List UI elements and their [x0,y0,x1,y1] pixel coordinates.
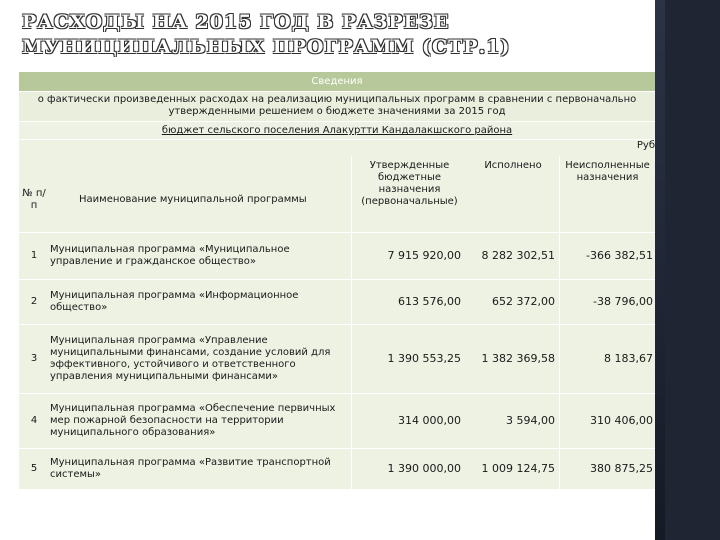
table-row [19,325,655,394]
row-done-value: 1 382 369,58 [481,352,555,365]
row-plan-value: 7 915 920,00 [351,233,467,279]
table-organization: бюджет сельского поселения Алакуртти Кандалакшского района [19,122,655,140]
row-num: 4 [30,415,38,426]
table-heading: Сведения [19,72,655,92]
col-header-num: № п/п [22,188,46,211]
row-num: 1 [30,250,38,261]
row-program-name: Муниципальная программа «Управление муниципальными финансами, создание условий для эффективного, устойчивого и ответственного управления муниципальными финансами» [50,335,331,382]
expenses-table [19,72,655,490]
slide-title: РАСХОДЫ НА 2015 ГОД В РАЗРЕЗЕ МУНИЦИПАЛЬНЫХ ПРОГРАММ (СТР.1) [22,11,511,58]
col-header-name: Наименование муниципальной программы [79,194,307,205]
row-done-value: 652 372,00 [492,295,555,308]
col-header-rest: Неисполненные назначения [559,156,655,232]
table-grid [19,140,655,490]
row-plan-value: 613 576,00 [351,280,467,324]
table-row [19,280,655,325]
row-rest-value: -38 796,00 [559,280,655,324]
row-program-name: Муниципальная программа «Информационное общество» [50,290,299,313]
row-program-name: Муниципальная программа «Развитие транспортной системы» [50,457,331,480]
table-row [19,449,655,490]
row-done-value: 3 594,00 [506,414,555,427]
table-row [19,394,655,449]
row-plan-value: 1 390 000,00 [351,449,467,489]
row-rest-value: 8 183,67 [559,325,655,393]
unit-label: Руб [636,140,655,151]
column-header-row [19,156,655,233]
row-plan-value: 1 390 553,25 [351,325,467,393]
row-num: 5 [30,463,38,474]
table-description: о фактически произведенных расходах на реализацию муниципальных программ в сравнении с первоначально утвержденными решением о бюджете значениями за 2015 год [19,92,655,122]
row-done-value: 8 282 302,51 [481,249,555,262]
row-plan-value: 314 000,00 [351,394,467,448]
decorative-side-bar [655,0,720,540]
row-rest-value: -366 382,51 [559,233,655,279]
row-rest-value: 380 875,25 [559,449,655,489]
row-program-name: Муниципальная программа «Муниципальное управление и гражданское общество» [50,244,290,267]
col-header-plan: Утвержденные бюджетные назначения (первоначальные) [351,156,467,232]
row-num: 2 [30,296,38,307]
col-header-done: Исполнено [484,160,542,171]
unit-row [19,140,655,156]
row-num: 3 [30,353,38,364]
row-done-value: 1 009 124,75 [481,462,555,475]
row-rest-value: 310 406,00 [559,394,655,448]
table-row [19,233,655,280]
row-program-name: Муниципальная программа «Обеспечение первичных мер пожарной безопасности на территории муниципального образования» [50,403,336,438]
